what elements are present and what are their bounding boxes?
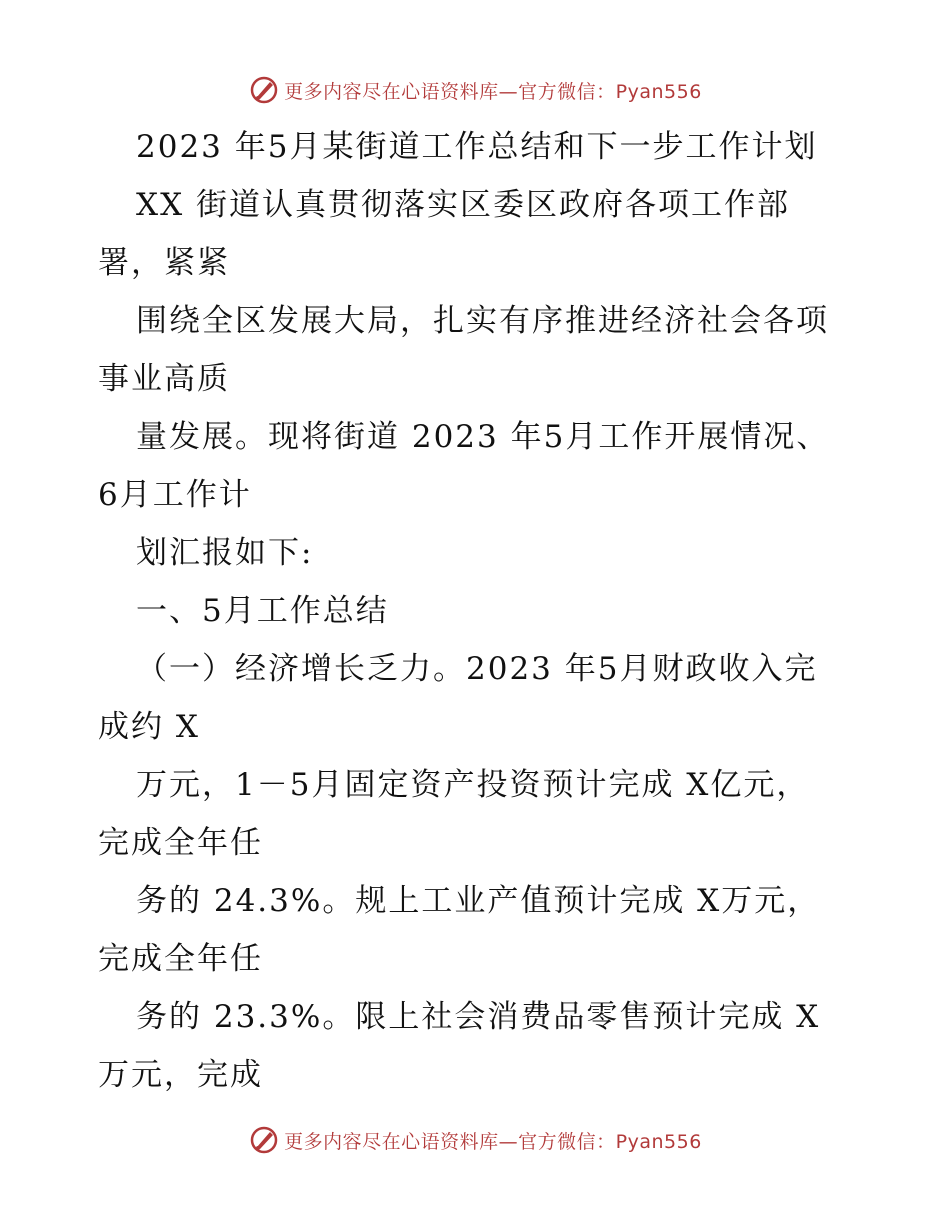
paragraph-line: 务的 23.3%。限上社会消费品零售预计完成 X [136, 999, 821, 1035]
paragraph-line: 完成全年任 [98, 825, 263, 861]
paragraph-line: XX 街道认真贯彻落实区委区政府各项工作部 [136, 187, 790, 223]
paragraph-line: 完成全年任 [98, 941, 263, 977]
paragraph-line: 署，紧紧 [98, 245, 230, 281]
paragraph-line: 成约 X [98, 709, 200, 745]
paragraph-line: 务的 24.3%。规上工业产值预计完成 X万元， [136, 883, 821, 919]
footer-banner-text: 更多内容尽在心语资料库—官方微信：Pyan556 [284, 1130, 702, 1153]
paragraph-line: 量发展。现将街道 2023 年5月工作开展情况、 [136, 419, 830, 455]
document-title: 2023 年5月某街道工作总结和下一步工作计划 [136, 129, 818, 165]
paragraph-line: （一）经济增长乏力。2023 年5月财政收入完 [136, 651, 818, 687]
pen-logo-icon [248, 74, 280, 106]
footer-banner [0, 1120, 950, 1160]
document-body [98, 118, 898, 1104]
section-heading: 一、5月工作总结 [136, 593, 389, 629]
header-banner [0, 70, 950, 110]
paragraph-line: 划汇报如下: [136, 535, 314, 571]
paragraph-line: 6月工作计 [98, 477, 252, 513]
paragraph-line: 万元，1－5月固定资产投资预计完成 X亿元， [136, 767, 810, 803]
paragraph-line: 事业高质 [98, 361, 230, 397]
pen-logo-icon [248, 1124, 280, 1156]
header-banner-text: 更多内容尽在心语资料库—官方微信：Pyan556 [284, 80, 702, 103]
paragraph-line: 万元，完成 [98, 1057, 263, 1093]
paragraph-line: 围绕全区发展大局，扎实有序推进经济社会各项 [136, 303, 829, 339]
